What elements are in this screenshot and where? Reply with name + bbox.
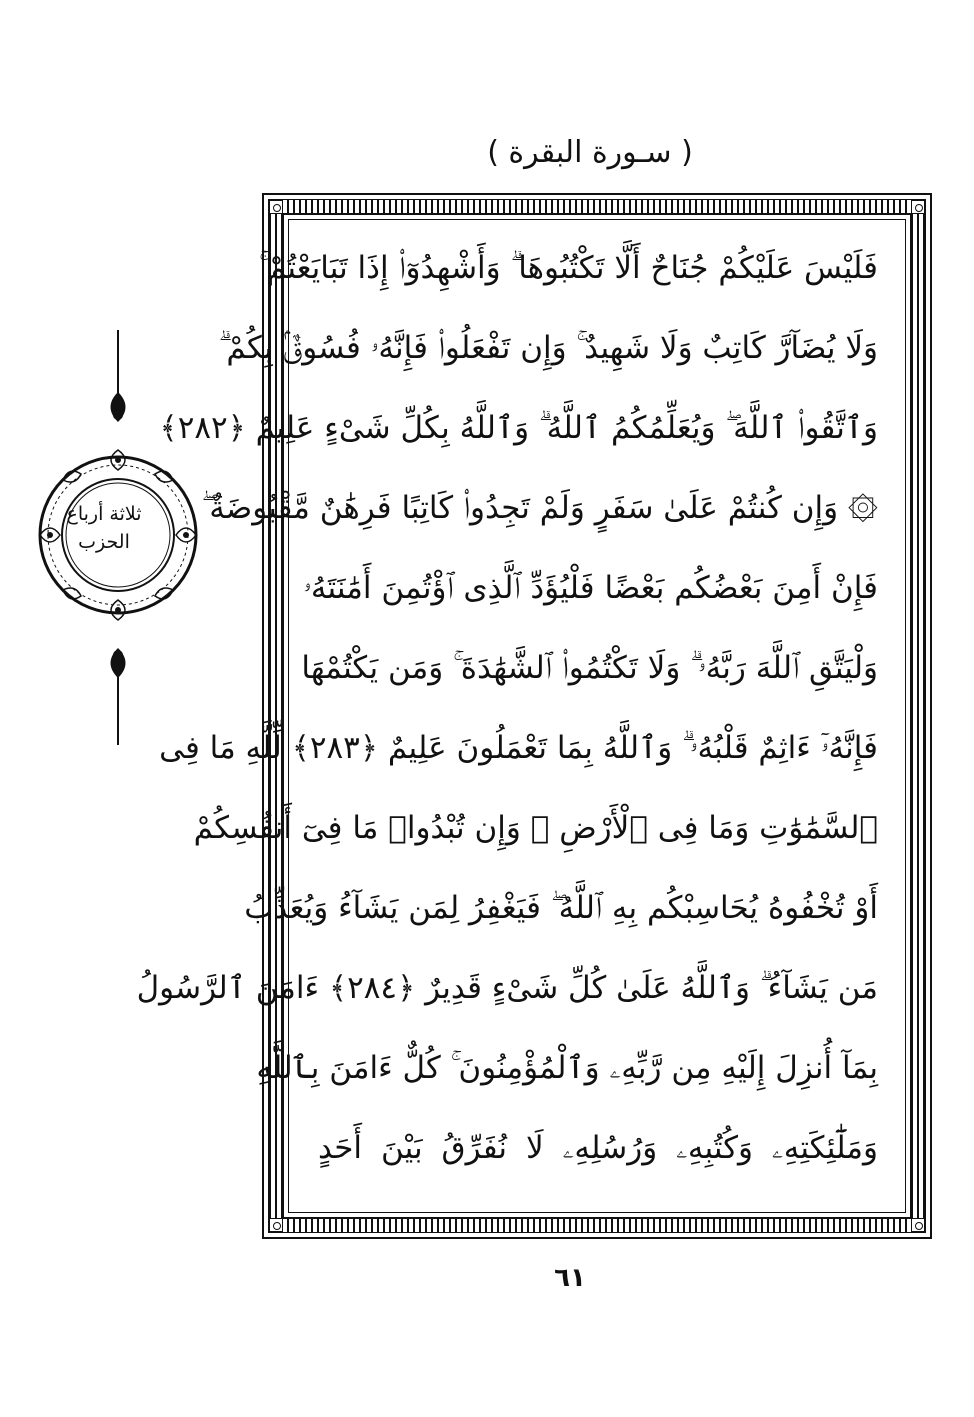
frame-corner-icon xyxy=(911,200,925,214)
verse-line: وَلْيَتَّقِ ٱللَّهَ رَبَّهُۥ ۗ وَلَا تَكْتُمُوا۟ ٱلشَّهَٰدَةَ ۚ وَمَن يَكْتُمْهَا xyxy=(301,650,878,686)
frame-corner-icon xyxy=(911,1218,925,1232)
verse-line: فَلَيْسَ عَلَيْكُمْ جُنَاحٌ أَلَّا تَكْتُبُوهَا ۗ وَأَشْهِدُوٓا۟ إِذَا تَبَايَعْتُمْ ۚ xyxy=(258,250,878,286)
verse-line: فَإِنَّهُۥٓ ءَاثِمٌ قَلْبُهُۥ ۗ وَٱللَّهُ بِمَا تَعْمَلُونَ عَلِيمٌ ﴿٢٨٣﴾ لِّلَّهِ مَا فِى xyxy=(159,730,878,766)
surah-title: ( سـورة البقرة ) xyxy=(487,135,693,170)
verse-line: وَٱتَّقُوا۟ ٱللَّهَ ۖ وَيُعَلِّمُكُمُ ٱللَّهُ ۗ وَٱللَّهُ بِكُلِّ شَىْءٍ عَلِيمٌ ﴿٢٨٢﴾ xyxy=(159,410,878,446)
page-number: ٦١ xyxy=(554,1263,586,1293)
verse-line: بِمَآ أُنزِلَ إِلَيْهِ مِن رَّبِّهِۦ وَٱلْمُؤْمِنُونَ ۚ كُلٌّ ءَامَنَ بِٱللَّهِ xyxy=(256,1050,878,1086)
hizb-marker-label: ثلاثة أرباع الحزب xyxy=(66,503,142,553)
verse-line: مَن يَشَآءُ ۗ وَٱللَّهُ عَلَىٰ كُلِّ شَىْءٍ قَدِيرٌ ﴿٢٨٤﴾ ءَامَنَ ٱلرَّسُولُ xyxy=(136,970,878,1006)
verse-line: أَوْ تُخْفُوهُ يُحَاسِبْكُم بِهِ ٱللَّهُ ۖ فَيَغْفِرُ لِمَن يَشَآءُ وَيُعَذِّبُ xyxy=(244,890,878,926)
verse-line: وَمَلَٰٓئِكَتِهِۦ وَكُتُبِهِۦ وَرُسُلِهِۦ لَا نُفَرِّقُ بَيْنَ أَحَدٍ xyxy=(318,1130,878,1166)
verse-text-block xyxy=(136,232,878,1192)
frame-corner-icon xyxy=(269,1218,283,1232)
verse-line: فَإِنْ أَمِنَ بَعْضُكُم بَعْضًا فَلْيُؤَدِّ ٱلَّذِى ٱؤْتُمِنَ أَمَٰنَتَهُۥ xyxy=(303,570,878,606)
verse-line: وَلَا يُضَآرَّ كَاتِبٌ وَلَا شَهِيدٌ ۚ وَإِن تَفْعَلُوا۟ فَإِنَّهُۥ فُسُوقٌۢ بِكُمْ ۗ xyxy=(218,330,878,366)
verse-line: ٱلسَّمَٰوَٰتِ وَمَا فِى ٱلْأَرْضِ ۗ وَإِن تُبْدُوا۟ مَا فِىٓ أَنفُسِكُمْ xyxy=(193,810,878,846)
frame-corner-icon xyxy=(269,200,283,214)
verse-line: ۞ وَإِن كُنتُمْ عَلَىٰ سَفَرٍ وَلَمْ تَجِدُوا۟ كَاتِبًا فَرِهَٰنٌ مَّقْبُوضَةٌ ۖ xyxy=(201,490,878,526)
